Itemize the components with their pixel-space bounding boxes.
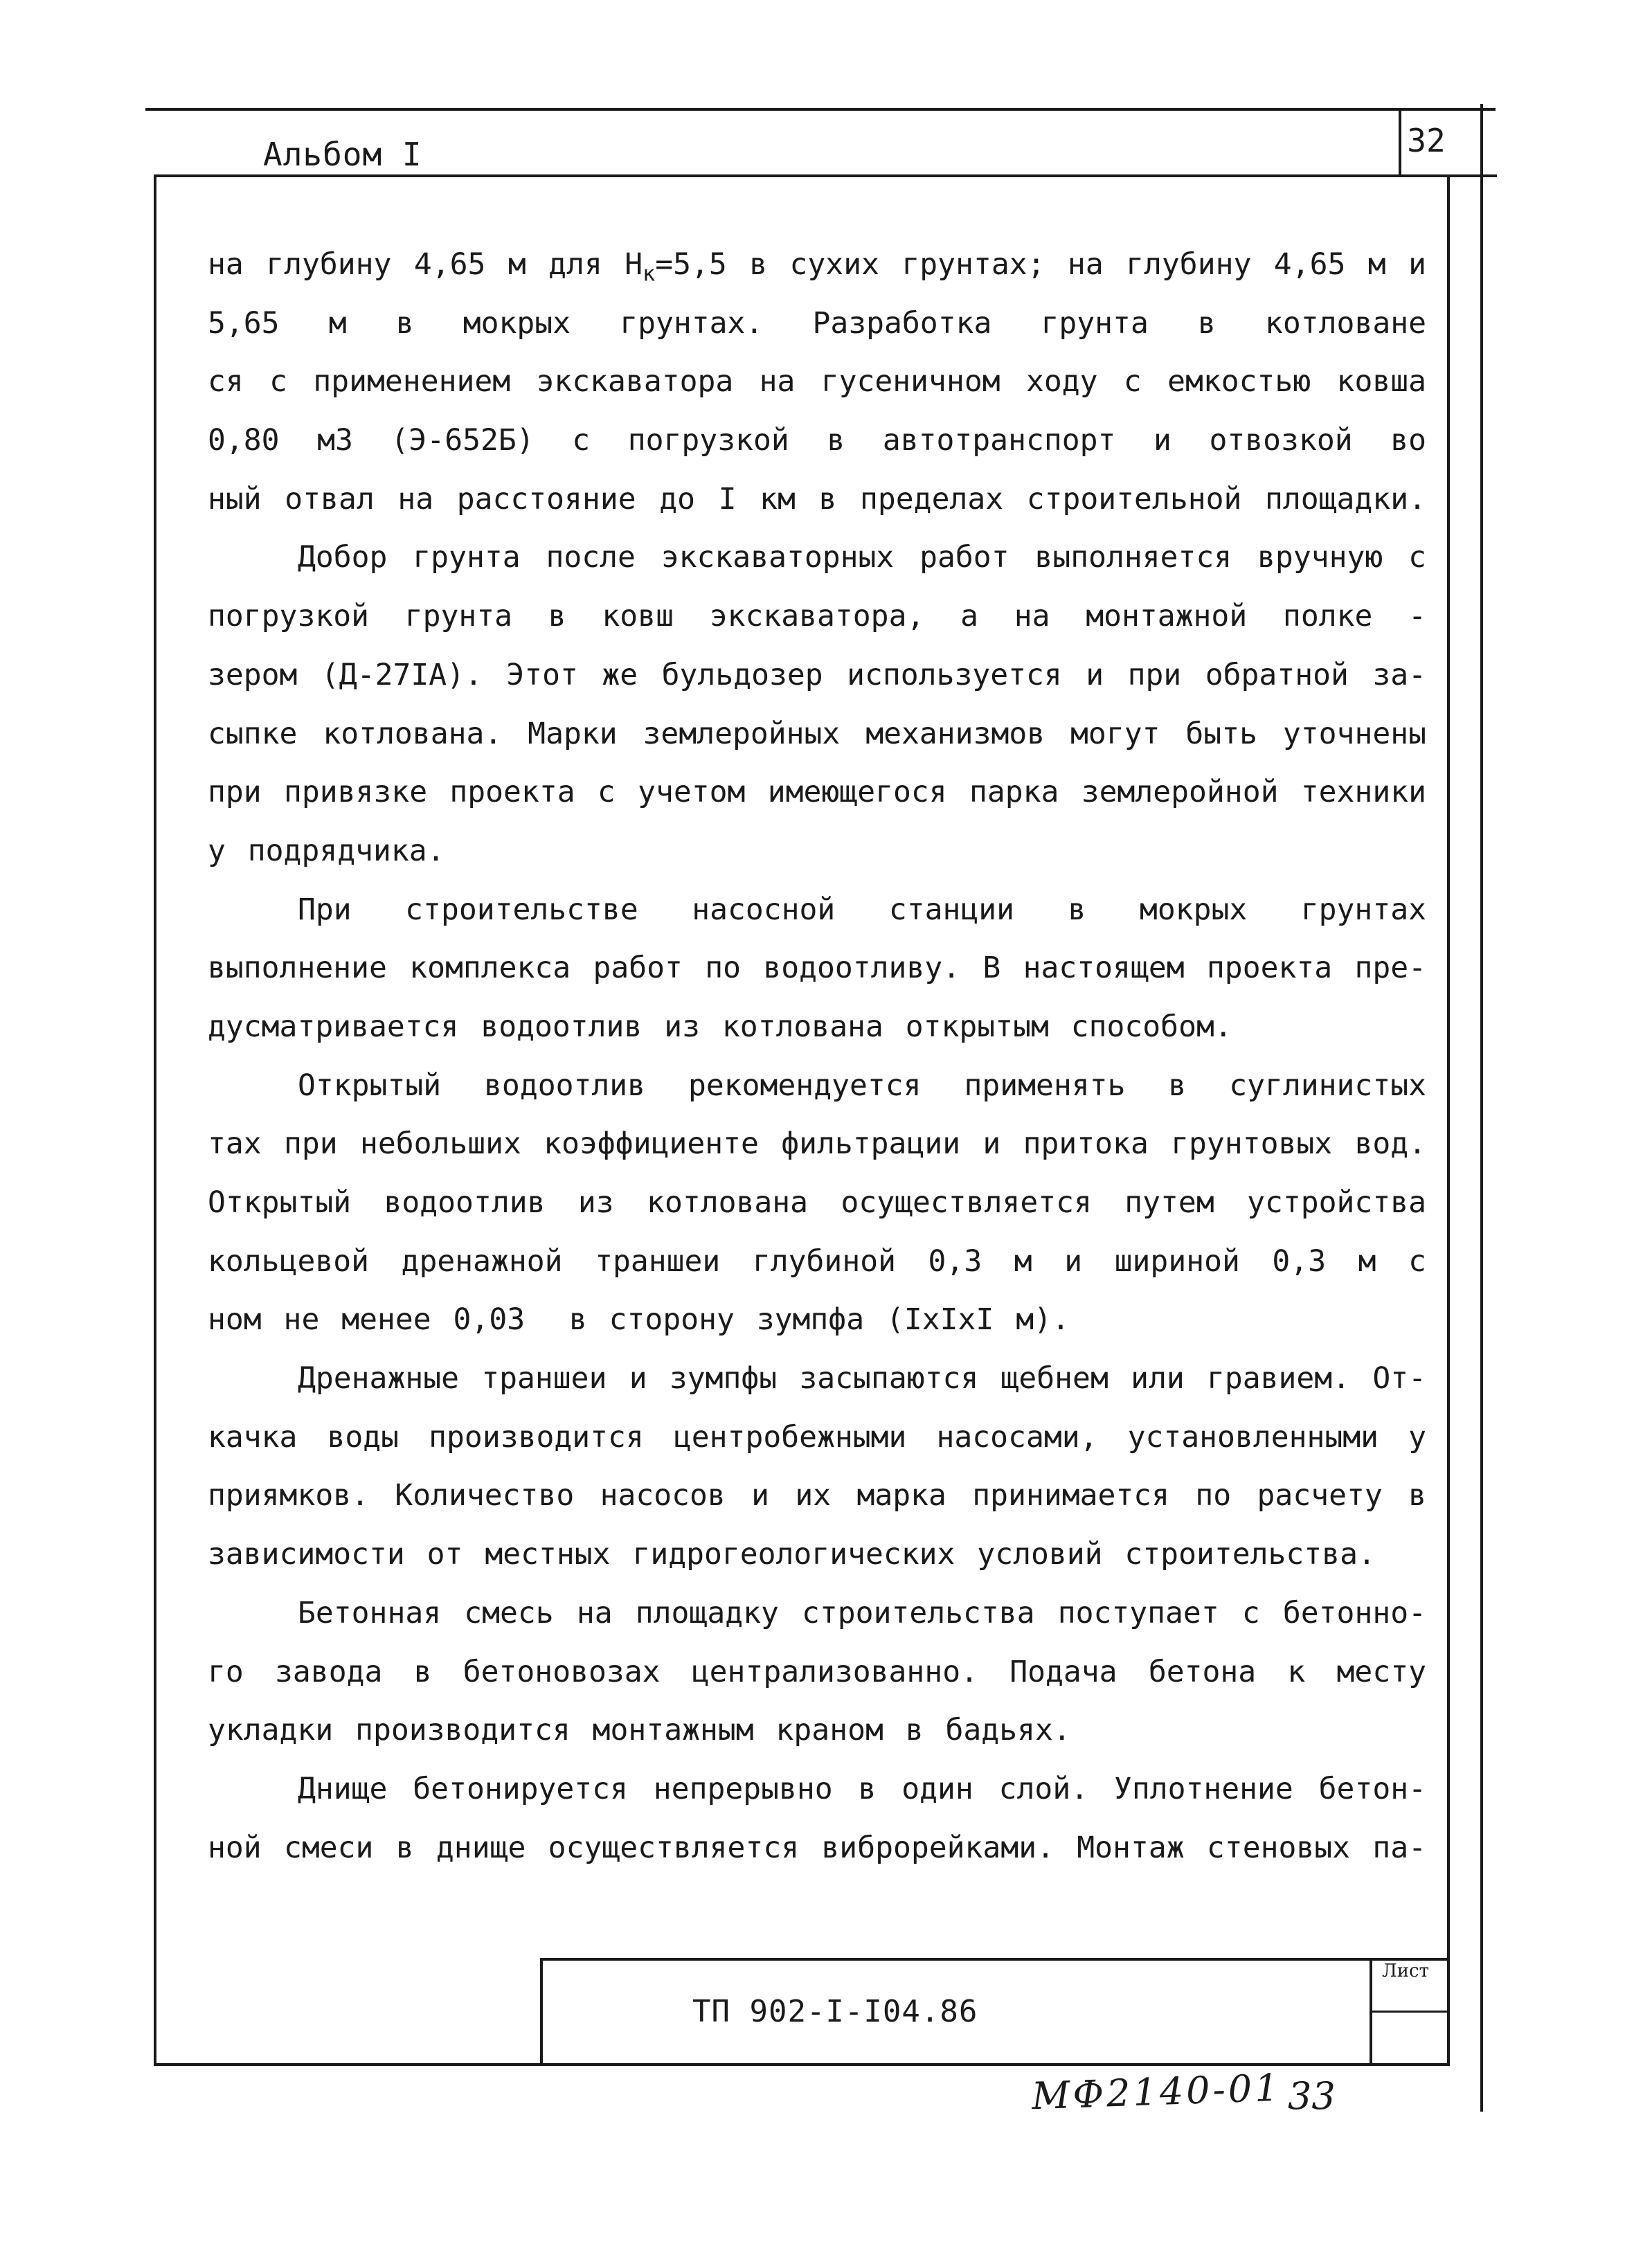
text-line [208,235,1426,294]
frame-left [154,174,156,2065]
outer-right-rule [1480,104,1483,2112]
text-line-content: выполнение комплекса работ по водоотливу. В настоящем проекта пре- [208,951,1426,986]
top-rule [145,108,1496,111]
stamp-top [540,1958,1448,1961]
text-line-content: Дренажные траншеи и зумпфы засыпаются щебнем или гравием. От- [298,1361,1426,1396]
handwritten-code: МФ2140-01 [1031,2065,1282,2119]
handwritten-page-number: 33 [1288,2074,1336,2118]
text-line [208,1466,1426,1525]
text-line-content: 0,80 м3 (Э-652Б) с погрузкой в автотранспорт и отвозкой во [208,423,1426,458]
text-line-content: погрузкой грунта в ковш экскаватора, а на монтажной полке - [208,599,1426,634]
text-line-tail: =5,5 в сухих грунтах; на глубину 4,65 м и [655,247,1426,282]
text-line-content: приямков. Количество насосов и их марка принимается по расчету в [208,1478,1426,1513]
text-line [208,1115,1426,1174]
text-line-content: при привязке проекта с учетом имеющегося парка землеройной техники [208,775,1426,810]
text-line-content: ный отвал на расстояние до I км в пределах строительной площадки. [208,481,1426,516]
text-line-content: кольцевой дренажной траншеи глубиной 0,3 м и шириной 0,3 м с [208,1243,1426,1279]
text-line [208,528,1426,587]
text-line [208,1643,1426,1702]
text-line [208,1584,1426,1643]
album-label: Альбом I [263,136,422,173]
frame-right [1447,174,1450,2065]
text-line-content: сыпке котлована. Марки землеройных механизмов могут быть уточнены [208,716,1426,751]
frame-bottom [154,2063,1450,2066]
body-text [208,235,1426,1877]
text-line [208,470,1426,529]
text-line [208,646,1426,705]
text-line [208,1349,1426,1408]
text-line-content: у подрядчика. [208,833,445,868]
text-line-content: Открытый водоотлив рекомендуется применять в суглинистых [298,1068,1426,1103]
text-line-content: Добор грунта после экскаваторных работ выполняется вручную с [298,540,1426,575]
subscript: к [643,262,656,287]
text-line-content: тах при небольших коэффициенте фильтрации и притока грунтовых вод. [208,1126,1426,1162]
text-line [208,1701,1426,1760]
text-line-content: ной смеси в днище осуществляется виброрейками. Монтаж стеновых па- [208,1830,1426,1865]
text-line-content: ном не менее 0,03 в сторону зумпфа (IхIхI м). [208,1302,1070,1338]
text-line-content: 5,65 м в мокрых грунтах. Разработка грунта в котловане [208,305,1426,341]
text-line [208,881,1426,939]
text-line-content: Бетонная смесь на площадку строительства поступает с бетонно- [298,1595,1426,1630]
frame-top [154,174,1497,177]
text-line [208,822,1426,881]
text-line [208,1525,1426,1584]
text-line [208,1760,1426,1819]
text-line-content: укладки производится монтажным краном в бадьях. [208,1713,1071,1748]
stamp-sheet-rule [1370,2011,1448,2013]
text-line [208,705,1426,764]
text-line [208,1408,1426,1467]
text-line [208,352,1426,411]
text-line [208,763,1426,822]
text-line-content: Открытый водоотлив из котлована осуществляется путем устройства [208,1185,1426,1220]
text-line-content: дусматривается водоотлив из котлована открытым способом. [208,1009,1232,1044]
page-number: 32 [1407,122,1446,159]
document-code: ТП 902-I-I04.86 [692,1994,978,2029]
text-line-content: ся с применением экскаватора на гусеничном ходу с емкостью ковша [208,364,1426,399]
text-line-content: зависимости от местных гидрогеологических условий строительства. [208,1537,1376,1572]
text-line [208,1174,1426,1232]
text-line-content: качка воды производится центробежными насосами, установленными у [208,1419,1426,1455]
text-line-content: на глубину 4,65 м для Н [208,247,643,282]
text-line [208,1056,1426,1115]
text-line-content: зером (Д-27IА). Этот же бульдозер используется и при обратной за- [208,657,1426,692]
text-line [208,587,1426,646]
text-line [208,294,1426,353]
text-line [208,1232,1426,1291]
text-line-content: го завода в бетоновозах централизованно. Подача бетона к месту [208,1654,1426,1689]
text-line [208,998,1426,1056]
text-line [208,939,1426,998]
sheet-label: Лист [1382,1961,1429,1981]
text-line-content: Днище бетонируется непрерывно в один слой. Уплотнение бетон- [298,1771,1426,1806]
text-line [208,411,1426,470]
text-line-content: При строительстве насосной станции в мокрых грунтах [298,892,1426,927]
text-line [208,1291,1426,1349]
stamp-left [540,1958,543,2065]
text-line [208,1819,1426,1878]
